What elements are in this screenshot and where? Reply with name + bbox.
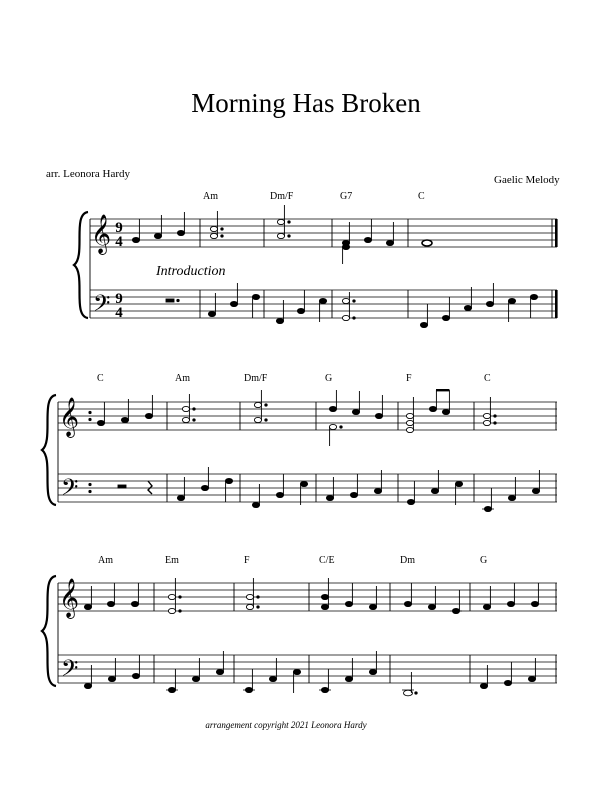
chord-symbol: G7 — [340, 191, 353, 202]
time-signature-bottom: 4 — [115, 234, 123, 250]
expression-text: Introduction — [156, 264, 226, 279]
half-rest — [166, 299, 174, 302]
barlines — [58, 583, 556, 683]
chord-symbol: Am — [98, 555, 113, 566]
page-title: Morning Has Broken — [191, 88, 421, 118]
brace — [42, 576, 56, 686]
time-signature-bottom: 4 — [115, 305, 123, 321]
bass-clef: 𝄢 — [61, 656, 79, 687]
chord-symbol: C — [484, 373, 491, 384]
treble-staff — [58, 402, 557, 430]
treble-notes — [132, 205, 432, 264]
chord-symbol: G — [325, 373, 333, 384]
brace — [42, 395, 56, 505]
chord-symbol: G — [480, 555, 488, 566]
quarter-rest — [148, 481, 152, 494]
treble-notes — [97, 389, 496, 446]
half-rest — [118, 485, 126, 488]
system-3 — [42, 555, 557, 696]
brace — [74, 212, 88, 318]
time-signature-top: 9 — [115, 291, 123, 307]
treble-staff — [58, 583, 557, 611]
arranger-credit: arr. Leonora Hardy — [46, 168, 130, 180]
chord-symbol: Dm — [400, 555, 415, 566]
treble-clef: 𝄞 — [59, 397, 80, 437]
copyright-footer: arrangement copyright 2021 Leonora Hardy — [205, 720, 367, 730]
beam — [436, 389, 449, 391]
barlines — [58, 402, 556, 502]
chord-symbol: C/E — [319, 555, 335, 566]
system-2 — [42, 373, 557, 512]
chord-symbol: Dm/F — [244, 373, 268, 384]
chord-symbol: C — [418, 191, 425, 202]
chord-symbol: Dm/F — [270, 191, 294, 202]
chord-symbol: F — [406, 373, 412, 384]
chord-symbol: Am — [175, 373, 190, 384]
system-1 — [74, 191, 558, 328]
treble-staff — [90, 219, 557, 247]
chord-symbol: Am — [203, 191, 218, 202]
bass-clef: 𝄢 — [61, 475, 79, 506]
chord-symbol: F — [244, 555, 250, 566]
bass-staff — [58, 474, 557, 502]
composer-credit: Gaelic Melody — [494, 174, 560, 186]
bass-clef: 𝄢 — [93, 291, 111, 322]
chord-symbol: Em — [165, 555, 179, 566]
treble-clef: 𝄞 — [59, 578, 80, 618]
chord-symbol: C — [97, 373, 104, 384]
bass-notes — [84, 651, 535, 696]
time-signature-top: 9 — [115, 220, 123, 236]
bass-staff — [58, 655, 557, 683]
treble-clef: 𝄞 — [91, 214, 112, 254]
final-barline — [555, 219, 558, 318]
